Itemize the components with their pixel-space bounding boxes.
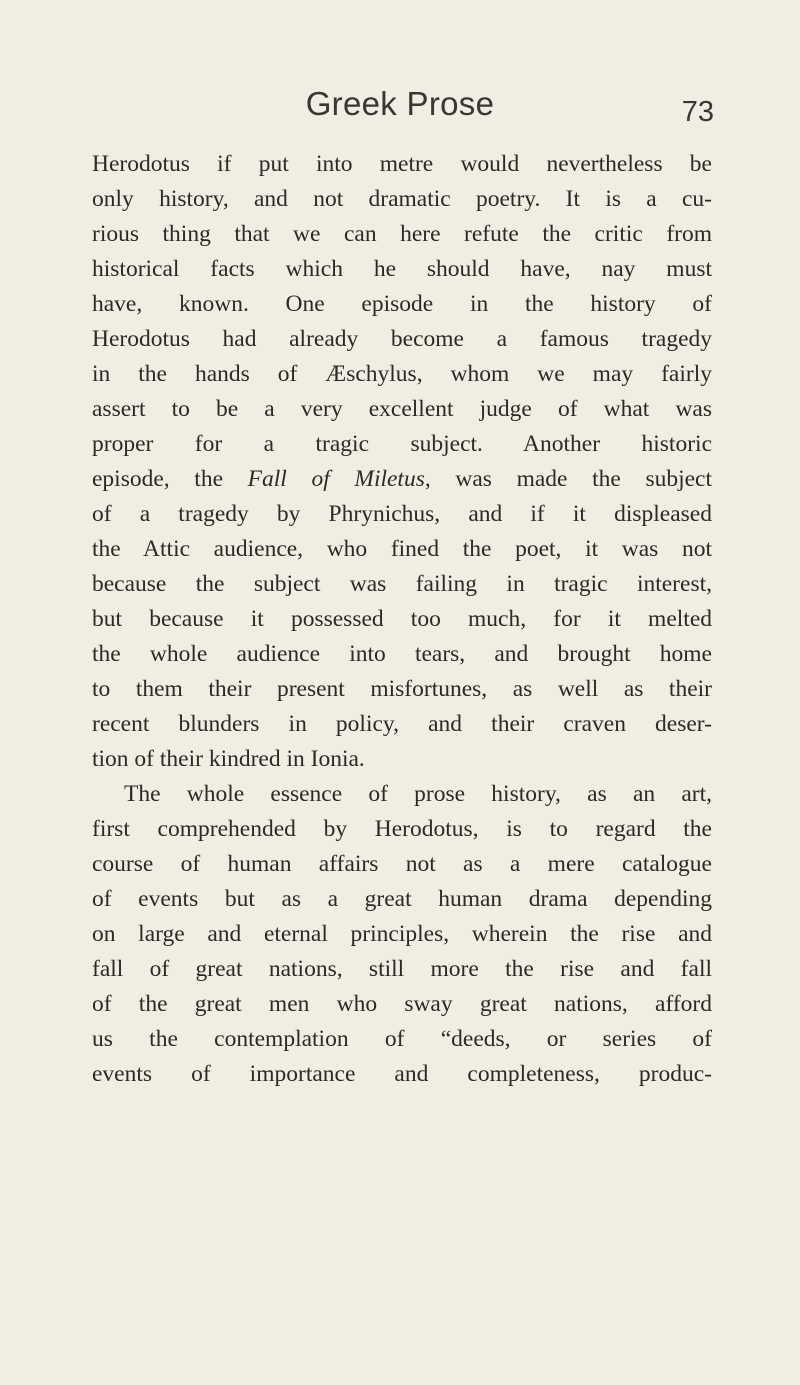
text-line: the Attic audience, who fined the poet, it was not [92, 536, 712, 562]
text-line: historical facts which he should have, nay must [92, 256, 712, 282]
text-line: recent blunders in policy, and their craven deser- [92, 711, 712, 737]
running-title: Greek Prose [305, 85, 495, 122]
text-line: first comprehended by Herodotus, is to regard the [92, 816, 712, 842]
text-line: of events but as a great human drama depending [92, 886, 712, 912]
text-line [92, 462, 712, 497]
text-line: tion of their kindred in Ionia. [92, 746, 365, 772]
text-line: to them their present misfortunes, as well as their [92, 676, 712, 702]
text-line: us the contemplation of “deeds, or series of [92, 1026, 712, 1052]
text-line: events of importance and completeness, produc- [92, 1061, 712, 1087]
paragraph-start-line: The whole essence of prose history, as an art, [124, 781, 712, 807]
text-line: of the great men who sway great nations, afford [92, 991, 712, 1017]
text-line: in the hands of Æschylus, whom we may fairly [92, 361, 712, 387]
text-line: because the subject was failing in tragic interest, [92, 571, 712, 597]
text-line: course of human affairs not as a mere catalogue [92, 851, 712, 877]
text-run: , was made the subject [424, 466, 713, 492]
text-run: episode, the [92, 466, 248, 492]
body-text [92, 147, 712, 1092]
text-line: but because it possessed too much, for it melted [92, 606, 712, 632]
text-line: fall of great nations, still more the rise and fall [92, 956, 712, 982]
text-line: Herodotus if put into metre would nevertheless be [92, 151, 712, 177]
text-line: proper for a tragic subject. Another historic [92, 431, 712, 457]
italic-title: Fall of Miletus [247, 466, 425, 492]
text-line: assert to be a very excellent judge of what was [92, 396, 712, 422]
text-line: have, known. One episode in the history of [92, 291, 712, 317]
text-line: on large and eternal principles, wherein the rise and [92, 921, 712, 947]
text-line: the whole audience into tears, and brought home [92, 641, 712, 667]
text-line: Herodotus had already become a famous tragedy [92, 326, 712, 352]
text-line: only history, and not dramatic poetry. It is a cu- [92, 186, 712, 212]
text-line: rious thing that we can here refute the critic from [92, 221, 712, 247]
page-number: 73 [681, 96, 714, 128]
text-line: of a tragedy by Phrynichus, and if it displeased [92, 501, 712, 527]
running-head [0, 84, 800, 134]
